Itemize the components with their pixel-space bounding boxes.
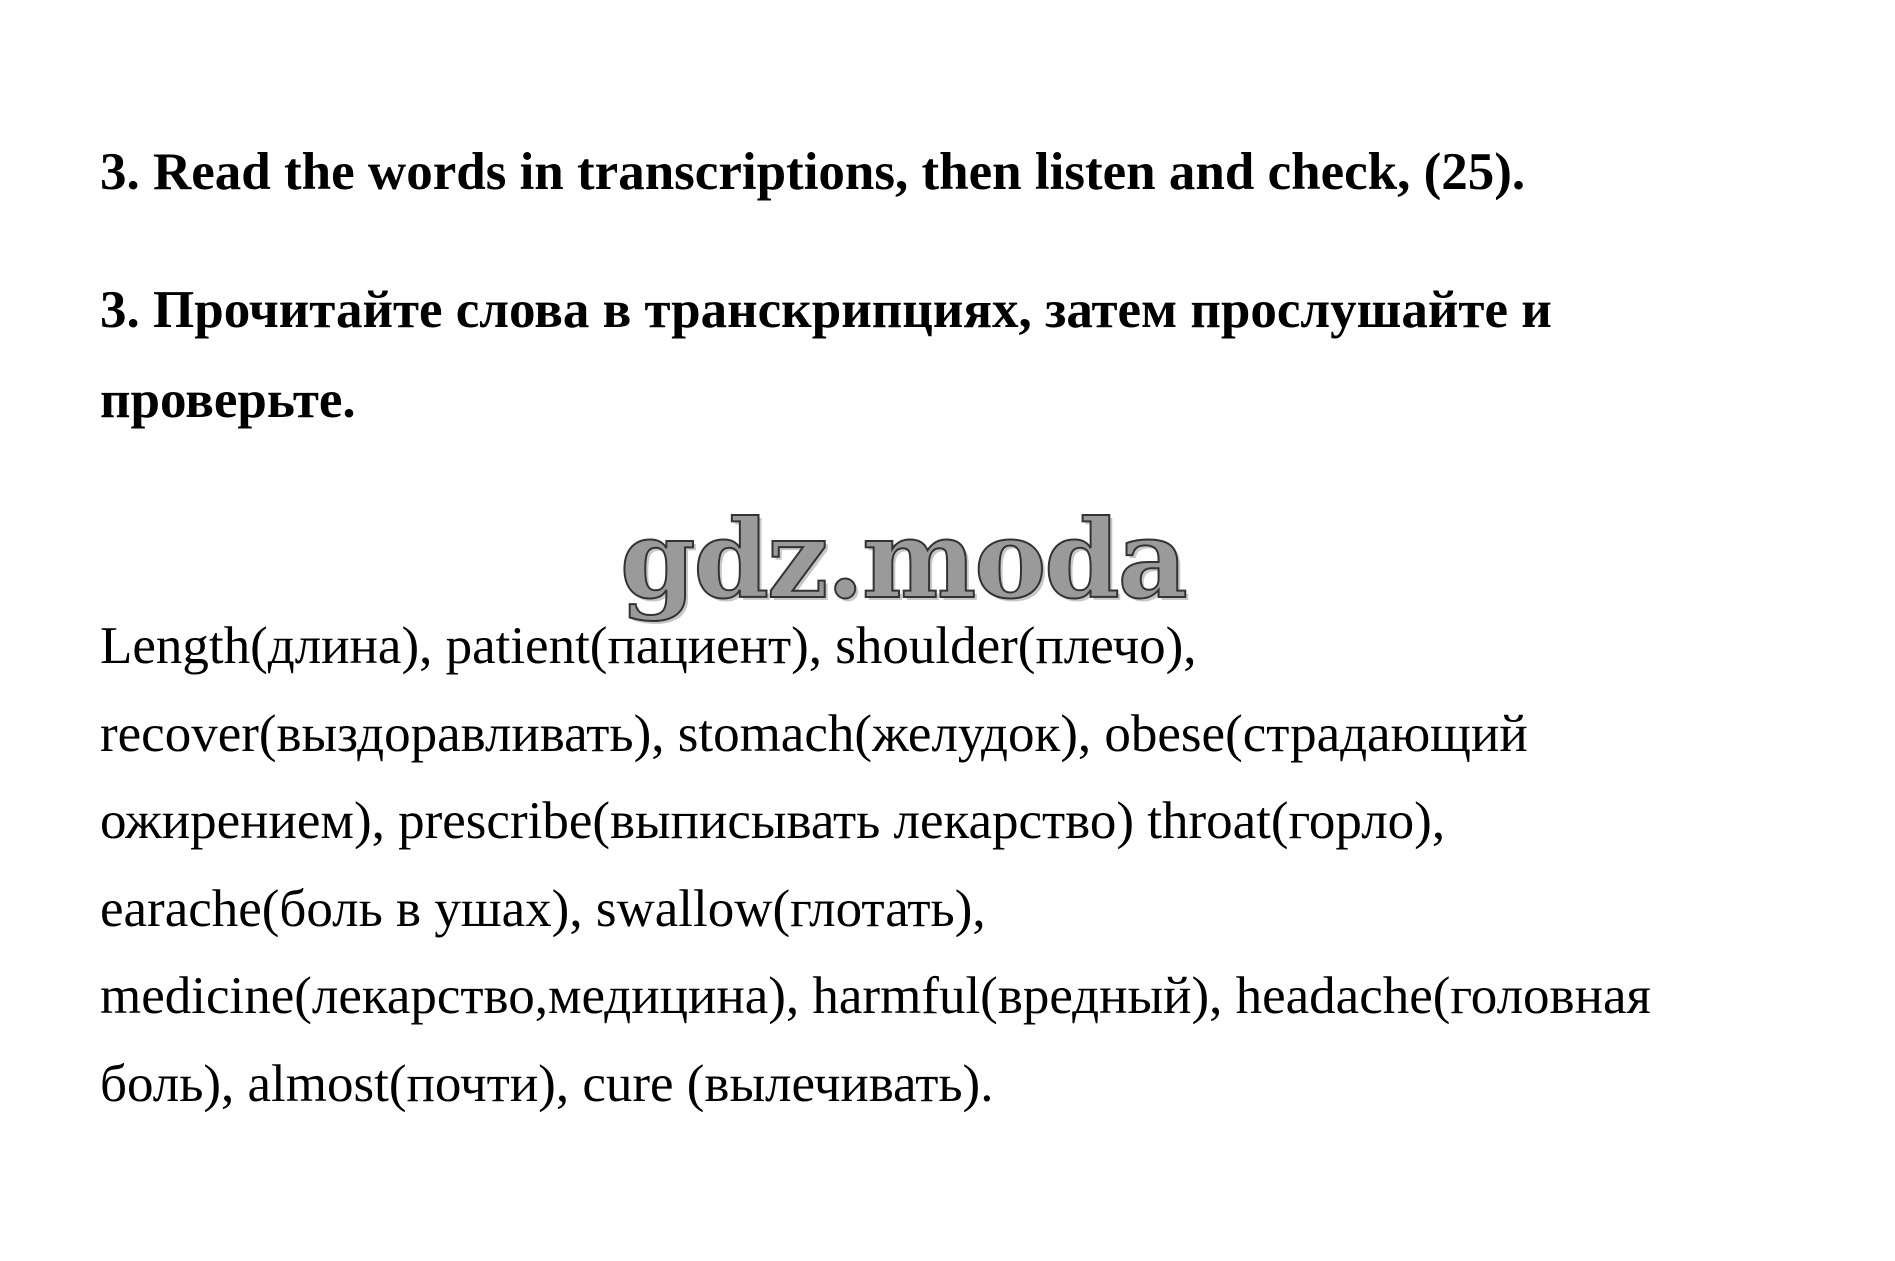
vocabulary-line: medicine(лекарство,медицина), harmful(вредный), headache(головная <box>100 967 1651 1025</box>
vocabulary-line: recover(выздоравливать), stomach(желудок), obese(страдающий <box>100 704 1528 763</box>
watermark-logo: gdz.moda <box>620 497 1186 623</box>
vocabulary-list <box>100 603 1840 1128</box>
vocabulary-line: боль), almost(почти), cure (вылечивать). <box>100 1054 994 1113</box>
vocabulary-line: ожирением), prescribe(выписывать лекарство) throat(горло), <box>100 792 1446 850</box>
vocabulary-line: Length(длина), patient(пациент), shoulder(плечо), <box>100 617 1197 675</box>
task-heading-english: 3. Read the words in transcriptions, then listen and check, (25). <box>100 143 1526 201</box>
vocabulary-line: earache(боль в ушах), swallow(глотать), <box>100 879 986 938</box>
task-heading-russian: 3. Прочитайте слова в транскрипциях, затем прослушайте и проверьте. <box>100 281 1552 429</box>
